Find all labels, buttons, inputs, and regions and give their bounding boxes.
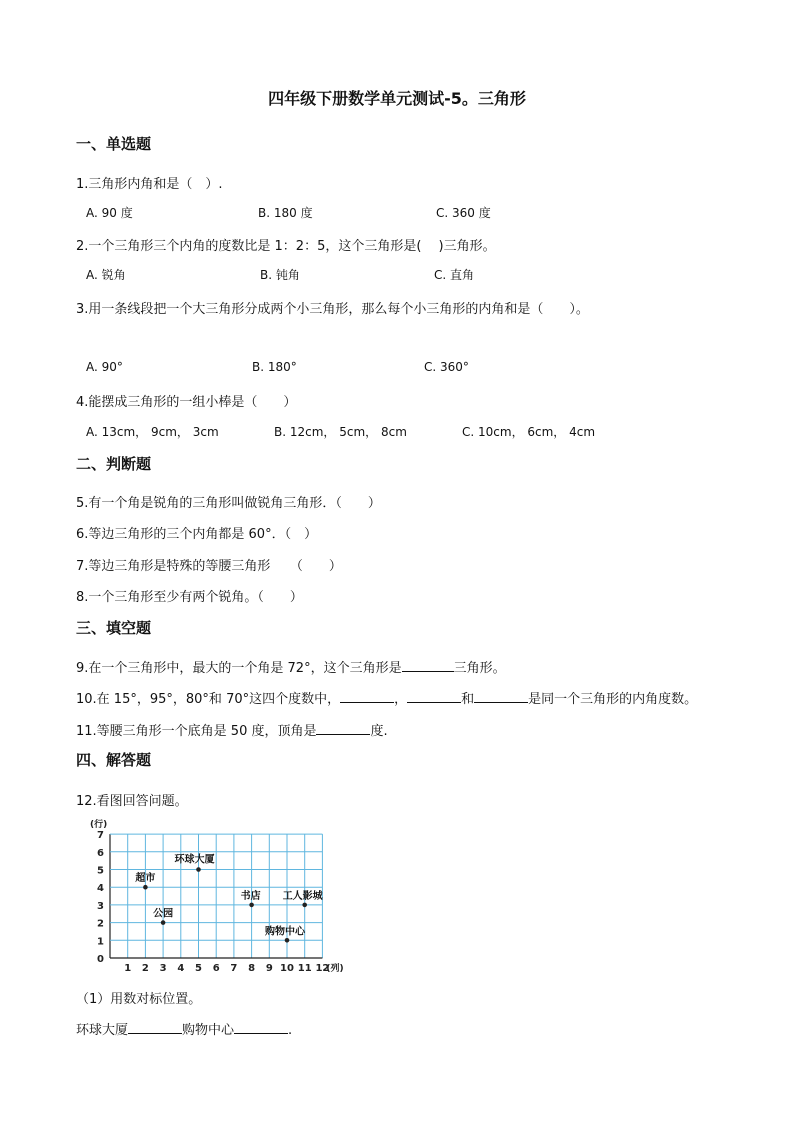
x-tick-label: 2	[141, 963, 149, 974]
section-heading-true-false: 二、判断题	[76, 455, 152, 473]
location-label: 环球大厦	[174, 854, 215, 866]
question-10-and: 和	[461, 692, 475, 707]
answer-label-global-tower: 环球大厦	[76, 1023, 129, 1038]
answer-label-shopping-center: 购物中心	[182, 1023, 235, 1038]
question-5: 5.有一个角是锐角的三角形叫做锐角三角形．（ ）	[76, 496, 381, 511]
section-heading-single-choice: 一、单选题	[76, 135, 152, 153]
sub-question-1: （1）用数对标位置。	[76, 992, 202, 1007]
x-tick-label: 7	[230, 963, 238, 974]
question-11	[76, 720, 388, 739]
location-point	[143, 885, 148, 890]
question-1-option-b[interactable]: B. 180 度	[258, 206, 313, 220]
location-label: 超市	[135, 873, 156, 885]
location-label: 公园	[153, 908, 174, 920]
answer-end: .	[288, 1023, 293, 1038]
question-7: 7.等边三角形是特殊的等腰三角形 （ ）	[76, 559, 342, 574]
location-label: 工人影城	[282, 890, 323, 902]
question-12-stem: 12.看图回答问题。	[76, 794, 188, 809]
location-label: 书店	[240, 890, 261, 902]
sub-question-1-answer	[76, 1019, 292, 1038]
x-tick-label: 4	[177, 963, 185, 974]
question-4-option-b[interactable]: B. 12cm， 5cm， 8cm	[274, 425, 407, 439]
question-4-option-c[interactable]: C. 10cm， 6cm， 4cm	[462, 425, 596, 439]
y-tick-label: 1	[97, 936, 104, 948]
question-8: 8.一个三角形至少有两个锐角。（ ）	[76, 590, 303, 605]
question-3-option-c[interactable]: C. 360°	[424, 360, 469, 374]
x-tick-label: 12	[315, 963, 330, 974]
answer-blank[interactable]	[316, 720, 370, 735]
question-4-stem: 4.能摆成三角形的一组小棒是（ ）	[76, 395, 297, 410]
question-3-option-a[interactable]: A. 90°	[86, 360, 123, 374]
question-10	[76, 688, 697, 707]
location-point	[161, 920, 166, 925]
location-point	[196, 867, 201, 872]
question-2-option-a[interactable]: A. 锐角	[86, 268, 126, 282]
y-tick-label: 6	[97, 847, 104, 859]
section-heading-solve: 四、解答题	[76, 751, 152, 769]
section-heading-fill-blank: 三、填空题	[76, 619, 152, 637]
question-2-stem: 2.一个三角形三个内角的度数比是 1：2：5，这个三角形是( )三角形。	[76, 239, 496, 254]
question-3-option-b[interactable]: B. 180°	[252, 360, 297, 374]
y-tick-label: 2	[97, 918, 104, 930]
location-point	[249, 903, 254, 908]
y-tick-label: 5	[97, 865, 104, 877]
coordinate-grid-chart	[76, 816, 346, 978]
x-tick-label: 1	[124, 963, 132, 974]
page-title: 四年级下册数学单元测试-5。三角形	[268, 89, 526, 108]
y-tick-label: 4	[97, 883, 104, 895]
question-10-suffix: 是同一个三角形的内角度数。	[528, 692, 698, 707]
question-1-option-c[interactable]: C. 360 度	[436, 206, 491, 220]
x-tick-label: 6	[212, 963, 220, 974]
location-point	[285, 938, 290, 943]
question-11-suffix: 度.	[370, 724, 388, 739]
answer-blank[interactable]	[128, 1019, 182, 1034]
question-11-text: 11.等腰三角形一个底角是 50 度，顶角是	[76, 724, 317, 739]
x-tick-label: 8	[248, 963, 256, 974]
question-1-option-a[interactable]: A. 90 度	[86, 206, 133, 220]
answer-blank[interactable]	[407, 688, 461, 703]
y-tick-label: 7	[97, 830, 104, 842]
location-label: 购物中心	[265, 926, 305, 938]
question-9	[76, 657, 506, 676]
x-tick-label: 3	[159, 963, 167, 974]
x-tick-label: 10	[280, 963, 294, 974]
question-2-option-c[interactable]: C. 直角	[434, 268, 475, 282]
question-1-stem: 1.三角形内角和是（ ）.	[76, 177, 223, 192]
answer-blank[interactable]	[340, 688, 394, 703]
question-2-option-b[interactable]: B. 钝角	[260, 268, 300, 282]
y-tick-label: 0	[97, 954, 104, 965]
question-4-option-a[interactable]: A. 13cm， 9cm， 3cm	[86, 425, 219, 439]
location-point	[302, 903, 307, 908]
x-tick-label: 5	[195, 963, 202, 974]
x-axis-label: (列)	[326, 964, 344, 974]
y-axis-label: (行)	[90, 820, 108, 830]
x-tick-label: 11	[297, 963, 312, 974]
answer-blank[interactable]	[474, 688, 528, 703]
question-10-text: 10.在 15°，95°，80°和 70°这四个度数中，	[76, 692, 341, 707]
y-tick-label: 3	[97, 900, 104, 912]
question-9-suffix: 三角形。	[453, 661, 506, 676]
question-3-stem: 3.用一条线段把一个大三角形分成两个小三角形，那么每个小三角形的内角和是（ ）。	[76, 302, 589, 317]
x-tick-label: 9	[265, 963, 273, 974]
question-10-separator: ，	[394, 692, 408, 707]
question-6: 6.等边三角形的三个内角都是 60°．（ ）	[76, 527, 318, 542]
question-9-text: 9.在一个三角形中，最大的一个角是 72°，这个三角形是	[76, 661, 402, 676]
answer-blank[interactable]	[234, 1019, 288, 1034]
answer-blank[interactable]	[402, 657, 454, 672]
